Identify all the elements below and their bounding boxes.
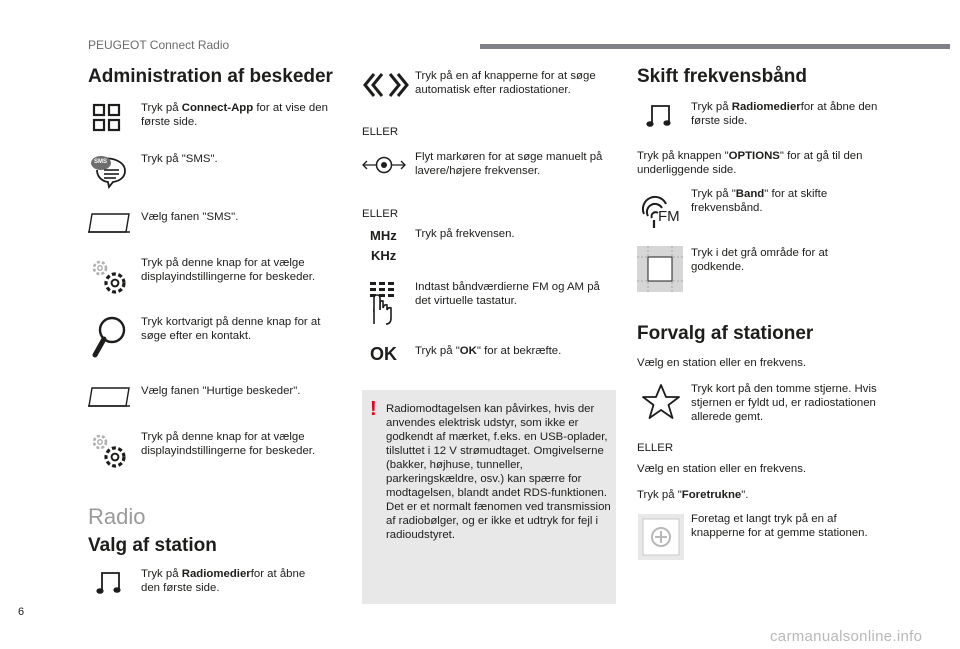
instruction-text: Tryk på denne knap for at vælge displayindstillingerne for beskeder.	[141, 257, 316, 283]
radio-heading: Radio	[88, 504, 146, 529]
warning-box	[362, 390, 616, 604]
options-text: Tryk på knappen "OPTIONS" for at gå til den underliggende side.	[637, 150, 863, 176]
instruction-text: Tryk på "Band" for at skifte frekvensbånd.	[691, 188, 828, 214]
gears-icon	[88, 255, 130, 297]
star-icon	[641, 383, 681, 421]
instruction-text: Tryk på frekvensen.	[415, 228, 515, 240]
ok-icon-label: OK	[370, 344, 397, 364]
instruction-text: Tryk på Connect-App for at vise den første side.	[141, 102, 328, 128]
seek-arrows-icon	[363, 72, 409, 98]
plus-box-icon	[638, 514, 684, 560]
instruction-text: Tryk på Radiomedierfor at åbne den første side.	[141, 568, 306, 594]
page-number: 6	[18, 606, 25, 618]
or-separator: ELLER	[362, 208, 399, 220]
or-separator: ELLER	[637, 442, 674, 454]
instruction-text: Flyt markøren for at søge manuelt på lavere/højere frekvenser.	[415, 151, 603, 177]
instruction-text: Vælg fanen "SMS".	[141, 211, 239, 223]
grid-apps-icon	[92, 103, 122, 133]
instruction-text: Indtast båndværdierne FM og AM på det virtuelle tastatur.	[415, 281, 600, 307]
tab-icon	[88, 210, 130, 234]
section-heading-band: Skift frekvensbånd	[637, 66, 807, 87]
instruction-text: Vælg fanen "Hurtige beskeder".	[141, 385, 301, 397]
header-title: PEUGEOT Connect Radio	[88, 38, 230, 52]
watermark: carmanualsonline.info	[770, 628, 923, 645]
instruction-text: Tryk på "OK" for at bekræfte.	[415, 345, 562, 357]
instruction-text: Tryk på denne knap for at vælge displayindstillingerne for beskeder.	[141, 431, 316, 457]
section-heading-station: Valg af station	[88, 535, 217, 556]
instruction-text: Tryk på Radiomedierfor at åbne den første side.	[691, 101, 878, 127]
warning-icon: !	[370, 398, 377, 420]
frequency-icon	[368, 228, 404, 268]
instruction-text: Tryk kortvarigt på denne knap for at søge efter en kontakt.	[141, 316, 321, 342]
ok-icon	[370, 344, 406, 366]
khz-label: KHz	[371, 248, 397, 263]
sms-icon-label: SMS	[94, 159, 108, 165]
instruction-text: Vælg en station eller en frekvens.	[637, 357, 807, 369]
instruction-text: Tryk på en af knapperne for at søge automatisk efter radiostationer.	[415, 70, 596, 96]
tab-icon	[88, 384, 130, 408]
music-note-icon	[96, 570, 124, 596]
instruction-text: Vælg en station eller en frekvens.	[637, 463, 807, 475]
instruction-text: Tryk i det grå område for at godkende.	[691, 247, 828, 273]
section-heading-messages: Administration af beskeder	[88, 66, 333, 87]
gears-icon	[88, 429, 130, 471]
header-bar	[480, 44, 950, 49]
music-note-icon	[646, 103, 674, 129]
warning-text: Radiomodtagelsen kan påvirkes, hvis der anvendes elektrisk udstyr, som ikke er godkendt af mærket, f.eks. en USB-oplader, tilsluttet i 12 V strømudtaget. Omgivelserne (bakker, højhuse, tunneller, parkeringskældre, osv.) kan spærre for modtagelsen, blandt andet RDS-funktionen. Det er et normalt fænomen ved transmission af radiobølger, og er ikke et udtryk for fejl i radioudstyret.	[386, 403, 611, 541]
sms-bubble-icon	[89, 153, 129, 189]
or-separator: ELLER	[362, 126, 399, 138]
mhz-label: MHz	[370, 228, 397, 243]
instruction-text: Tryk kort på den tomme stjerne. Hvis stjernen er fyldt ud, er radiostationen allerede gemt.	[691, 383, 877, 423]
keypad-icon	[366, 280, 402, 326]
instruction-text: Foretag et langt tryk på en af knapperne for at gemme stationen.	[691, 513, 868, 539]
instruction-text: Tryk på "Foretrukne".	[637, 489, 749, 501]
fm-icon-label: FM	[658, 208, 680, 225]
tuning-cursor-icon	[361, 155, 407, 175]
grey-area-icon	[637, 246, 683, 292]
magnifier-icon	[90, 314, 130, 360]
section-heading-presets: Forvalg af stationer	[637, 323, 814, 344]
fm-band-icon	[640, 194, 682, 230]
instruction-text: Tryk på "SMS".	[141, 153, 218, 165]
